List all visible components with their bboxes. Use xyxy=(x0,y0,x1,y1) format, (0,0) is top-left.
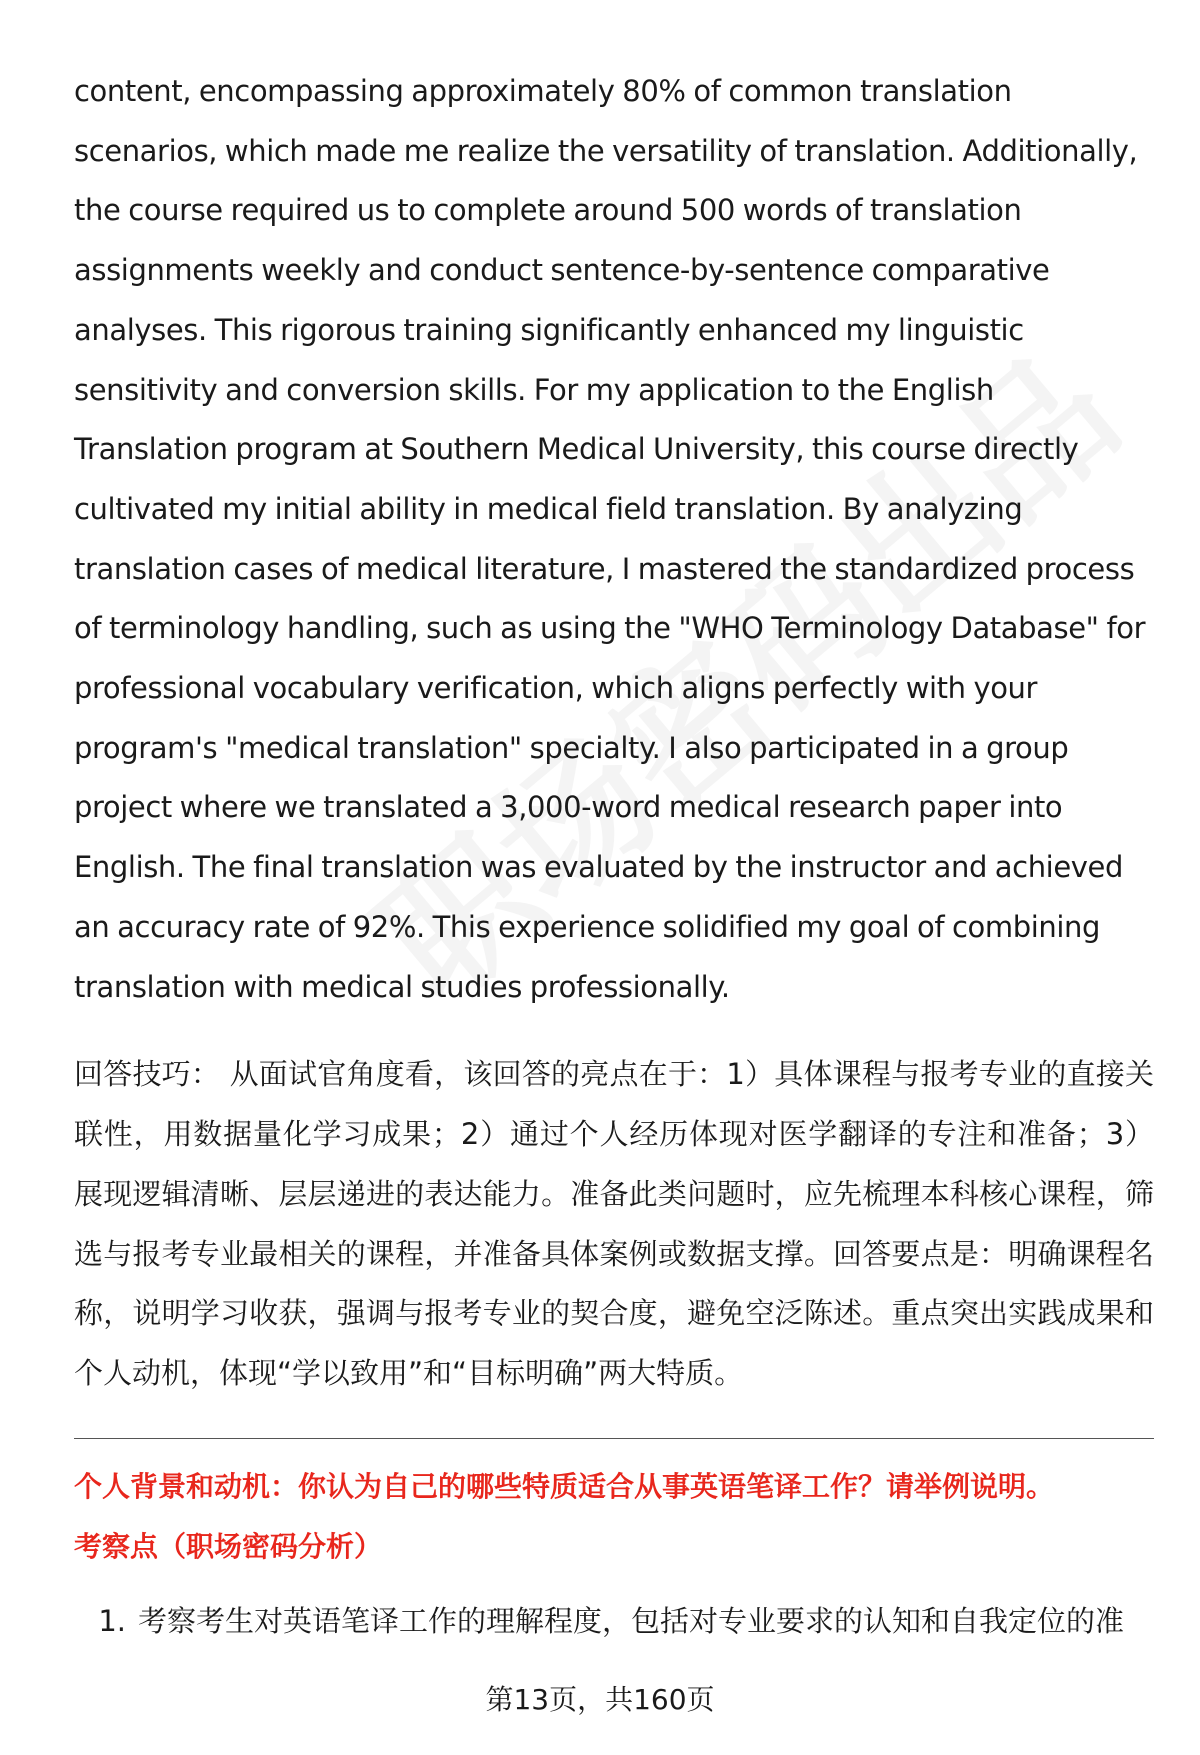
list-item-text: 考察考生对英语笔译工作的理解程度，包括对专业要求的认知和自我定位的准 xyxy=(138,1604,1125,1639)
page-content xyxy=(74,62,1154,1641)
answer-tips-paragraph: 回答技巧： 从面试官角度看，该回答的亮点在于：1）具体课程与报考专业的直接关联性，用数据量化学习成果；2）通过个人经历体现对医学翻译的专注和准备；3）展现逻辑清晰、层层递进的表达能力。准备此类问题时，应先梳理本科核心课程，筛选与报考专业最相关的课程，并准备具体案例或数据支撑。回答要点是：明确课程名称，说明学习收获，强调与报考专业的契合度，避免空泛陈述。重点突出实践成果和个人动机，体现“学以致用”和“目标明确”两大特质。 xyxy=(74,1057,1154,1391)
analysis-section-label: 考察点（职场密码分析） xyxy=(74,1530,383,1564)
page-footer: 第13页，共160页 xyxy=(485,1683,715,1716)
list-item xyxy=(74,1601,1154,1641)
section-divider xyxy=(74,1438,1154,1439)
analysis-list xyxy=(74,1601,1154,1641)
question-heading: 个人背景和动机：你认为自己的哪些特质适合从事英语笔译工作？请举例说明。 xyxy=(74,1470,1055,1504)
list-item-number: 1. xyxy=(98,1604,126,1639)
english-answer-paragraph: content, encompassing approximately 80% of common translation scenarios, which made me realize the versatility of translation. Additionally, the course required us to complete around 500 words of translation assignments weekly and conduct sentence-by-sentence comparative analyses. This rigorous training significantly enhanced my linguistic sensitivity and conversion skills. For my application to the English Translation program at Southern Medical University, this course directly cultivated my initial ability in medical field translation. By analyzing translation cases of medical literature, I mastered the standardized process of terminology handling, such as using the "WHO Terminology Database" for professional vocabulary verification, which aligns perfectly with your program's "medical translation" specialty. I also participated in a group project where we translated a 3,000-word medical research paper into English. The final translation was evaluated by the instructor and achieved an accuracy rate of 92%. This experience solidified my goal of combining translation with medical studies professionally. xyxy=(74,74,1146,1004)
